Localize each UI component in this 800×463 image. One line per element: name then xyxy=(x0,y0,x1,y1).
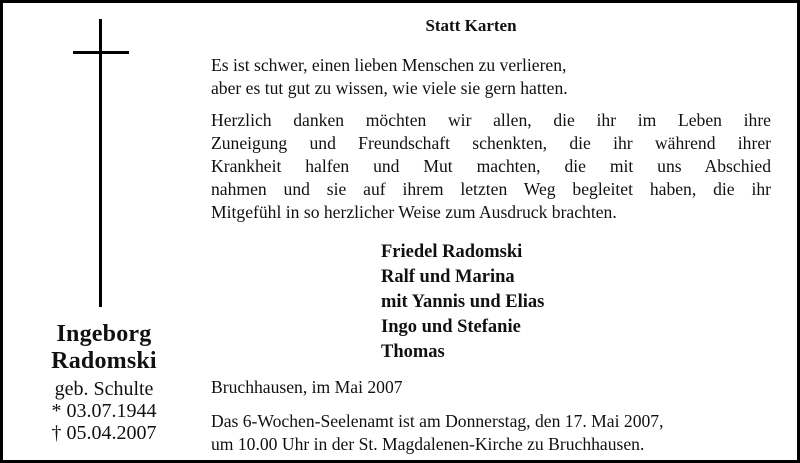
cross-icon xyxy=(99,19,102,307)
signature-line: Thomas xyxy=(381,342,445,362)
signature-line: Friedel Radomski xyxy=(381,242,523,262)
thanks-line: Krankheit halfen und Mut machten, die mit uns Abschied xyxy=(211,156,771,176)
intro-line: Es ist schwer, einen lieben Menschen zu verlieren, xyxy=(211,55,567,75)
notice-line: Das 6-Wochen-Seelenamt ist am Donnerstag, den 17. Mai 2007, xyxy=(211,411,664,431)
signature-line: Ingo und Stefanie xyxy=(381,317,521,337)
deceased-block xyxy=(15,321,193,444)
thanks-line: nahmen und sie auf ihrem letzten Weg begleitet haben, die ihr xyxy=(211,179,771,199)
signature-line: Ralf und Marina xyxy=(381,267,515,287)
signatures xyxy=(381,240,771,365)
deceased-last-name: Radomski xyxy=(51,348,157,374)
deceased-birth-name: geb. Schulte xyxy=(54,378,154,400)
thanks-line: Zuneigung und Freundschaft schenkten, die ihr während ihrer xyxy=(211,133,771,153)
cross-icon-bar xyxy=(73,51,129,54)
thanks-paragraph xyxy=(211,109,771,224)
deceased-birth-date: * 03.07.1944 xyxy=(51,400,157,422)
deceased-first-name: Ingeborg xyxy=(56,321,152,347)
message-block xyxy=(211,15,771,456)
intro-paragraph xyxy=(211,54,771,100)
notice-line: um 10.00 Uhr in der St. Magdalenen-Kirche zu Bruchhausen. xyxy=(211,434,645,454)
place-date: Bruchhausen, im Mai 2007 xyxy=(211,377,403,397)
signature-line: mit Yannis und Elias xyxy=(381,292,545,312)
deceased-death-date: † 05.04.2007 xyxy=(51,422,157,444)
thanks-line: Herzlich danken möchten wir allen, die ihr im Leben ihre xyxy=(211,110,771,130)
thanks-line: Mitgefühl in so herzlicher Weise zum Ausdruck brachten. xyxy=(211,202,617,222)
notice-heading: Statt Karten xyxy=(425,16,517,35)
memorial-service-notice xyxy=(211,410,771,456)
intro-line: aber es tut gut zu wissen, wie viele sie gern hatten. xyxy=(211,78,568,98)
